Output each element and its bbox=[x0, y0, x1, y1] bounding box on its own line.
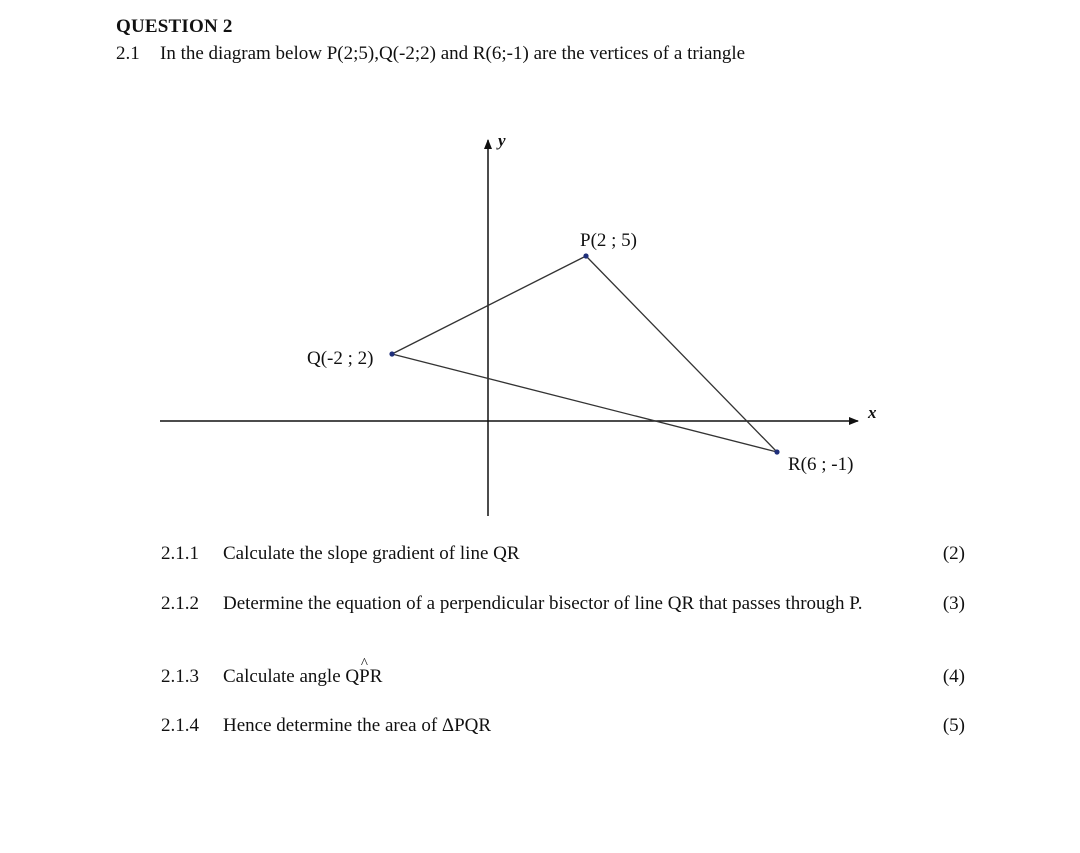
subquestion-text: Calculate the slope gradient of line QR bbox=[223, 543, 520, 564]
subquestion-marks: (5) bbox=[942, 715, 965, 736]
question-intro-text: In the diagram below P(2;5),Q(-2;2) and R(6;-1) are the vertices of a triangle bbox=[160, 43, 746, 64]
subquestion-text bbox=[223, 665, 863, 689]
subquestion-number: 2.1.1 bbox=[161, 543, 199, 564]
subquestion-text: Determine the equation of a perpendicular bisector of line QR that passes through P. bbox=[223, 593, 863, 614]
point-label-q: Q(-2 ; 2) bbox=[307, 348, 374, 369]
subquestion-number: 2.1.2 bbox=[161, 593, 199, 614]
side-pq bbox=[392, 256, 586, 354]
angle-vertex-hat: P ^ bbox=[359, 665, 370, 689]
question-heading: QUESTION 2 bbox=[116, 16, 233, 37]
point-label-r: R(6 ; -1) bbox=[788, 454, 854, 475]
side-pr bbox=[586, 256, 777, 452]
subquestion-number: 2.1.3 bbox=[161, 666, 199, 687]
angle-text-after: R bbox=[369, 666, 383, 687]
subquestion-number: 2.1.4 bbox=[161, 715, 199, 736]
vertex-r bbox=[774, 449, 779, 454]
y-axis-label: y bbox=[498, 131, 506, 150]
side-qr bbox=[392, 354, 777, 452]
angle-text-before: Calculate angle Q bbox=[223, 666, 360, 687]
vertex-p bbox=[583, 253, 588, 258]
subquestion-marks: (4) bbox=[942, 666, 965, 687]
subquestion-marks: (3) bbox=[942, 593, 965, 614]
vertex-q bbox=[389, 351, 394, 356]
x-axis-label: x bbox=[868, 403, 877, 422]
point-label-p: P(2 ; 5) bbox=[580, 230, 637, 251]
subquestion-text: Hence determine the area of ΔPQR bbox=[223, 715, 492, 736]
question-number: 2.1 bbox=[116, 43, 140, 64]
subquestion-marks: (2) bbox=[942, 543, 965, 564]
